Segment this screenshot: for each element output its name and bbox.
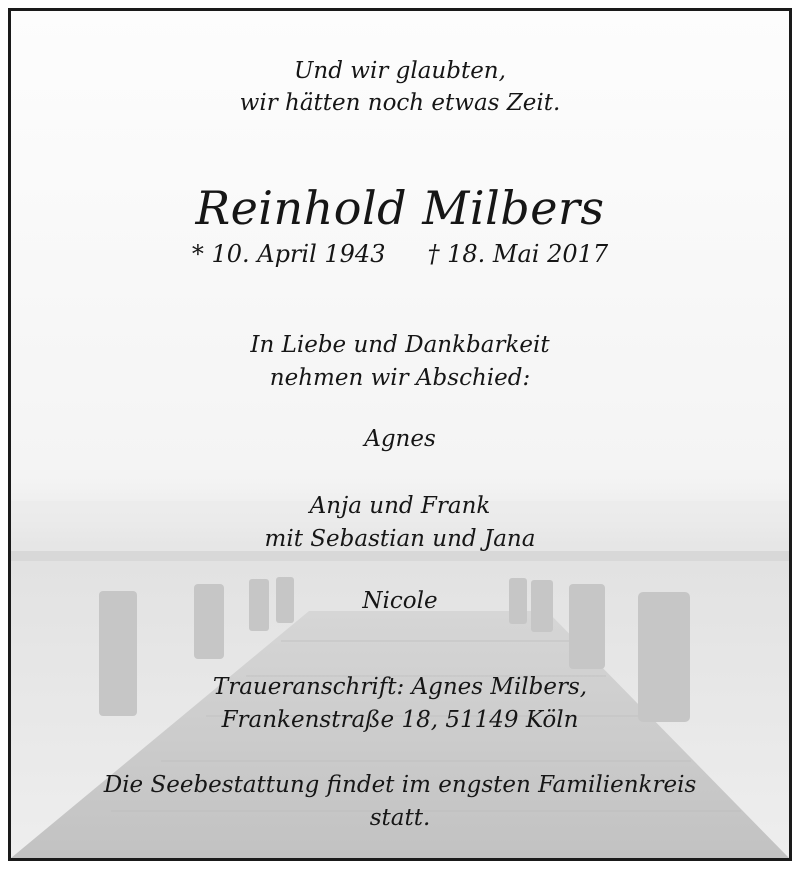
mourner-agnes: Agnes [364,426,436,452]
burial-line-1: Die Seebestattung findet im engsten Familienkreis [103,772,697,798]
mourner-nicole: Nicole [362,588,438,614]
life-dates [11,239,789,269]
mourning-address [11,671,789,737]
family-line-2: mit Sebastian und Jana [264,526,536,552]
death-date: † 18. Mai 2017 [427,240,609,268]
obituary-notice [8,8,792,861]
address-line-1: Traueranschrift: Agnes Milbers, [212,674,588,700]
motto-line-2: wir hätten noch etwas Zeit. [239,90,561,116]
motto [11,55,789,119]
farewell-text [11,329,789,395]
farewell-line-2: nehmen wir Abschied: [269,365,531,391]
burial-line-2: statt. [369,805,431,831]
birth-date: * 10. April 1943 [191,240,386,268]
burial-note [11,769,789,835]
farewell-line-1: In Liebe und Dankbarkeit [250,332,550,358]
mourner-family [11,490,789,556]
family-line-1: Anja und Frank [309,493,491,519]
deceased-name: Reinhold Milbers [195,181,605,235]
motto-line-1: Und wir glaubten, [294,58,506,84]
address-line-2: Frankenstraße 18, 51149 Köln [221,707,579,733]
